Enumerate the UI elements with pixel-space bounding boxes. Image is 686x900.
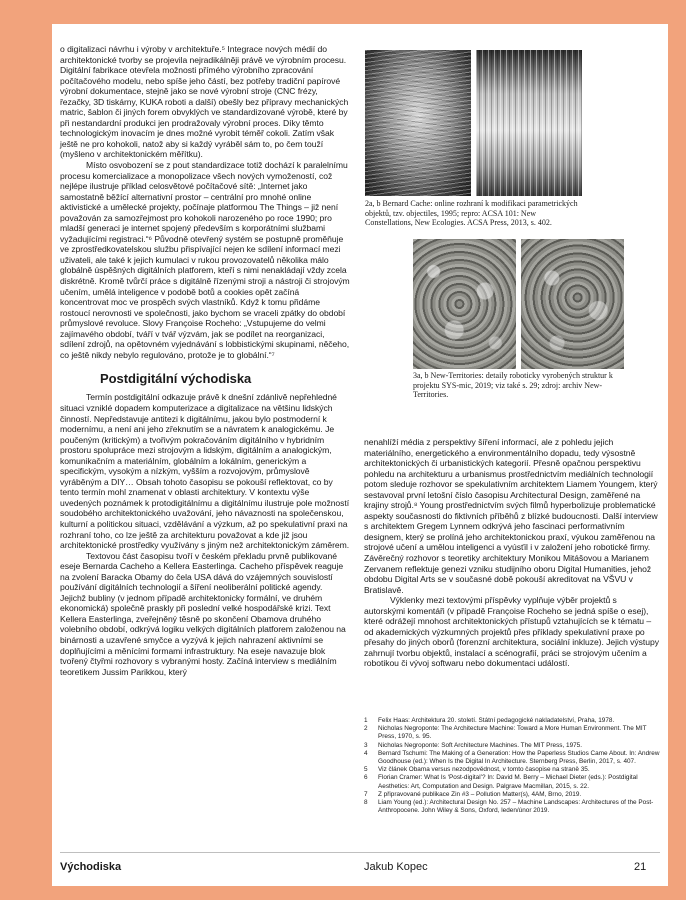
paragraph: nenahlíží média z perspektivy šíření informací, ale z pohledu jejich materiálního, energetického a environmentálního dopadu, tedy výsostně architektonických či urbanistických kategorií. Přesně opačnou perspektivu pohledu na architekturu a urbanismus prostřednictvím mediálních technologií potom sleduje rozhovor se spekulativním architektem Liamem Youngem, který sestavoval první letošní číslo časopisu Architectural Design, zaměřené na krajiny strojů.⁸ Young prostřednictvím svých filmů hyperbolizuje problematické aspekty současnosti do fiktivních příběhů z blízké budoucnosti. Další interview s architektem Gregem Lynnem odkrývá jeho fascinaci performativním designem, který se prolíná jeho architektonickou praxí, výukou zaměřenou na strojové učení a umělou inteligenci a vyúsťil i v založení jeho robotické firmy. Závěrečný rozhovor s teoretiky architektury Monikou Mitášovou a Marianem Zervanem reflektuje genezi vzniku studijního oboru Digital Humanities, jehož obdobu Digital Arts se v současné době pokouší akreditovat na VŠVU v Bratislavě. bbox=[364, 437, 658, 595]
figure-2-caption: 2a, b Bernard Cache: online rozhraní k modifikaci parametrických objektů, tzv. objectiles, 1995; repro: ACSA 101: New Constellations, New Ecologies. ACSA Press, 2013, s. 402. bbox=[365, 199, 578, 228]
page-number: 21 bbox=[634, 861, 647, 873]
figure-3b-image bbox=[521, 239, 624, 369]
figure-3a-image bbox=[413, 239, 516, 369]
paragraph: Výklenky mezi textovými příspěvky vyplňuje výběr projektů s autorskými komentáři (v případě Françoise Rocheho se jedná spíše o esej), které odrážejí mnohost architektonických přístupů vztahujících se k tématu – od akademických výzkumných projektů přes příklady spekulativní praxe po přesahy do jiných oborů (forenzní architektura, sociální inkluze). Jejich výstupy zahrnují tvorbu objektů, instalací a scénografií, práci se strojovým učením a robotikou či vývoj softwaru nebo dokumentaci událostí. bbox=[364, 595, 659, 669]
footnotes bbox=[364, 717, 664, 815]
footnote: 8 Liam Young (ed.): Architectural Design No. 257 – Machine Landscapes: Architectures of the Post-Anthropocene. John Wiley & Sons, Oxford, leden/únor 2019. bbox=[364, 799, 654, 815]
paragraph: Textovou část časopisu tvoří v českém překladu prvně publikované eseje Bernarda Cacheho a Kellera Easterlinga. Cacheho příspěvek reaguje na zvolení Baracka Obamy do čela USA dává do vzájemných souvislostí používání digitálních technologií a šíření neoliberální politické agendy. Jejichž bubliny (v jednom případě architektonicky formální, ve druhém ekonomická) společně praskly při poslední velké hospodářské krizi. Text Kellera Easterlinga, zveřejněný těsně po skončení Obamova druhého volebního období, odkrývá logiku velkých digitálních platforem založenou na binárnosti a uzavřené smyčce a vyzývá k jejich nahrazení aktivními se doplňujícími a měnícími formami infrastruktury. Na eseje navazuje blok tvořený čtyřmi rozhovory s vybranými hosty. Začíná interview s mediálním teoretikem Jussim Parikkou, který bbox=[60, 550, 346, 677]
magazine-page bbox=[52, 24, 668, 886]
paragraph: Termín postdigitální odkazuje právě k dnešní zdánlivě nepřehledné situaci vzniklé dopadem komputerizace a digitalizace na většinu lidských činností. Nepředstavuje antitezi k digitálnímu, jakou bylo postmoderní k modernímu, a není ani jeho zřeknutím se a návratem k analogickému. Je poučeným (kritickým) a tvořivým pokračováním digitálního v hybridním prostoru spolupráce mezi strojovým a lidským, digitálním a analogickým, komunikačním a materiálním, globálním a lokálním, generickým a specifickým, vysokým a nízkým, vyšším a rozvojovým, průmyslově vyráběným a DIY… Obsah tohoto časopisu se pokouší reflektovat, co by tento termín mohl znamenat v oblasti architektury. V kontextu výše uvedených poznámek k protodigitálnímu a digitálnímu ilustruje pole možností soudobého architektonického uvažování, jeho návaznosti na společenskou, kulturní a politickou situaci, vzdělávání a výzkum, až po spekulativní praxi na rozhraní toho, co lze ještě za architekturu považovat a kde již jsou architektonické prostředky využívány s jiným než architektonickým záměrem. bbox=[60, 392, 350, 551]
figure-2a-image bbox=[365, 50, 471, 196]
footnote: 1 Felix Haas: Architektura 20. století. Státní pedagogické nakladatelství, Praha, 1978. bbox=[364, 717, 615, 724]
figure-3-caption: 3a, b New-Territories: detaily roboticky vyrobených struktur k projektu SYS-mic, 2019; viz také s. 29; zdroj: archiv New-Territories. bbox=[413, 371, 613, 400]
paragraph: o digitalizaci návrhu i výroby v architektuře.⁵ Integrace nových médií do architektonické tvorby se projevila nejradikálněji právě ve výrobním procesu. Digitální fabrikace otevřela možnosti přímého výrobního zpracování počítačového modelu, nebo spíše jeho částí, bez potřeby tradiční papírové výrobní dokumentace, stejně jako se nové výrobní stroje (CNC frézy, řezačky, 3D tiskárny, KUKA roboti a další) obešly bez přípravy mechanických matric, šablon či jiných forem obvyklých ve standardizované výrobě, které by při nestandardní produkci jen prodražovaly výrobní proces. Díky těmto technologickým inovacím je dnes možné vyrobit téměř cokoli. Zatím však ještě ne pro kohokoli, natož aby si každý vyráběl sám to, po čem touží (myšleno v architektonickém měřítku). bbox=[60, 44, 349, 160]
section-heading: Postdigitální východiska bbox=[100, 371, 252, 387]
right-text-column bbox=[364, 437, 660, 669]
footnote: 2 Nicholas Negroponte: The Architecture Machine: Toward a More Human Environment. The MIT Press, 1970, s. 95. bbox=[364, 725, 647, 741]
figure-2b-image bbox=[476, 50, 582, 196]
footnote: 6 Florian Cramer: What Is ‘Post-digital’? In: David M. Berry – Michael Dieter (eds.): Postdigital Aesthetics: Art, Computation and Design. Palgrave Macmillan, 2015, s. 22. bbox=[364, 774, 638, 790]
footnote: 5 Viz článek Obama versus nezodpovědnost, v tomto časopise na straně 35. bbox=[364, 766, 590, 774]
footer-divider bbox=[60, 852, 660, 853]
footer-author: Jakub Kopec bbox=[364, 861, 428, 873]
footnote: 7 Z připravované publikace Zin #3 – Pollution Matter(s), 4AM, Brno, 2019. bbox=[364, 790, 582, 798]
footer-section-title: Východiska bbox=[60, 861, 122, 873]
footnote: 3 Nicholas Negroponte: Soft Architecture Machines. The MIT Press, 1975. bbox=[364, 741, 583, 749]
left-text-column bbox=[60, 44, 350, 677]
footnote: 4 Bernard Tschumi: The Making of a Generation: How the Paperless Studios Came About. In: Andrew Goodhouse (ed.): When Is the Digital In Architecture. Sternberg Press, Berlin, 2017, s. 407. bbox=[364, 749, 660, 766]
paragraph: Místo osvobození se z pout standardizace totiž dochází k paralelnímu procesu komercializace a monopolizace všech nových vymožeností, což nejlépe ilustruje příklad celosvětové počítačové sítě: „Internet jako samostatně běžící alternativní prostor – centrální pro mnohé online aktivistické a umělecké projekty, počínaje platformou The Things – již není považován za samozřejmost pro kohokoli narozeného po roce 1990; pro mladší generaci je internet spojený především s korporátními službami vyžadujícími registraci.“⁶ Původně otevřený systém se postupně proměňuje ve zprostředkovatelskou službu přispívající nejen ke sdílení informací mezi uživateli, ale také k jejich kumulaci v rukou provozovatelů několika málo globálně úspěšných digitálních platforem, kteří s nimi nenakládají vždy zcela diskrétně. Kromě tvůrčí práce s digitálně řízenými stroji a nástroji či strojovým učením, umělá inteligence v podobě botů a cookies opět začíná koncentrovat moc ve prospěch svých vlastníků. Když k tomu přidáme rostoucí nerovnosti ve společnosti, jako bychom se vraceli zpátky do období průmyslové revoluce. Slovy Françoise Rocheho: „Vstupujeme do velmi zajímavého období, tváří v tvář výzvám, jak se podílet na reorganizaci, sdílení zdrojů, na opětovném vyjednávání s lobbistickými skupinami, něčeho, co ještě nikdy nebylo regulováno, protože je to globální.“⁷ bbox=[60, 160, 350, 360]
